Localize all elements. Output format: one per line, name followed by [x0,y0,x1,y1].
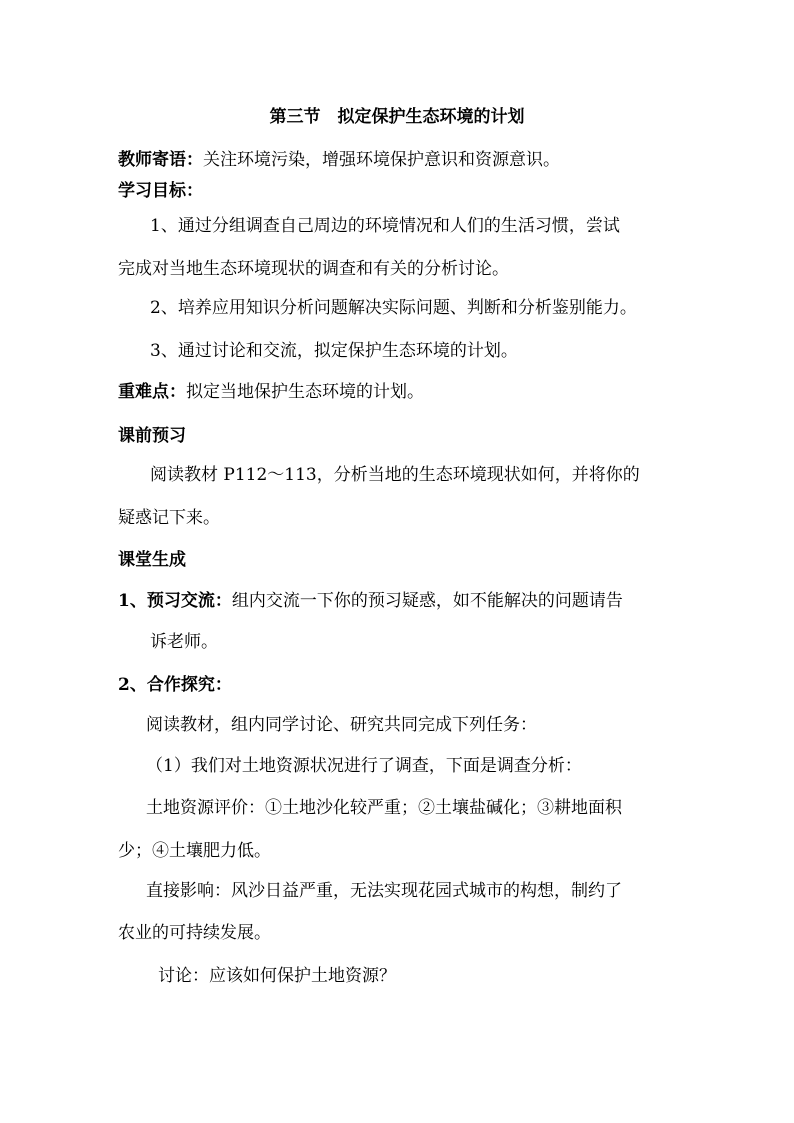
class-heading: 课堂生成 [118,550,186,570]
key-point-text: 拟定当地保护生态环境的计划。 [186,382,424,402]
land-evaluation-line-1: 土地资源评价：①土地沙化较严重；②土壤盐碱化；③耕地面积 [146,798,622,818]
objective-1-line-1: 1、通过分组调查自己周边的环境情况和人们的生活习惯，尝试 [150,216,620,236]
teacher-message-text: 关注环境污染，增强环境保护意识和资源意识。 [203,150,560,170]
teacher-message [118,149,678,171]
page-title: 第三节 拟定保护生态环境的计划 [269,107,525,127]
question-1: （1）我们对土地资源状况进行了调查，下面是调查分析： [146,756,582,776]
key-point-label: 重难点： [118,382,186,402]
section-1-label: 1、预习交流： [118,591,232,611]
discussion-question: 讨论：应该如何保护土地资源？ [158,966,396,986]
preview-line-1: 阅读教材 P112～113，分析当地的生态环境现状如何，并将你的 [150,465,640,485]
objective-3: 3、通过讨论和交流，拟定保护生态环境的计划。 [150,341,518,361]
objective-2: 2、培养应用知识分析问题解决实际问题、判断和分析鉴别能力。 [150,298,637,318]
key-point [118,381,678,403]
impact-line-2: 农业的可持续发展。 [118,923,271,943]
preview-line-2: 疑惑记下来。 [118,508,220,528]
section-2-intro: 阅读教材，组内同学讨论、研究共同完成下列任务： [146,715,537,735]
objective-1-line-2: 完成对当地生态环境现状的调查和有关的分析讨论。 [118,259,509,279]
section-1-text: 组内交流一下你的预习疑惑，如不能解决的问题请告 [231,591,623,611]
section-1 [118,590,678,612]
land-evaluation-line-2: 少；④土壤肥力低。 [118,841,271,861]
impact-line-1: 直接影响：风沙日益严重，无法实现花园式城市的构想，制约了 [146,881,622,901]
objectives-heading: 学习目标： [118,181,203,201]
section-1-line-2: 诉老师。 [150,632,218,652]
teacher-message-label: 教师寄语： [118,150,203,170]
section-2-label: 2、合作探究： [118,675,232,695]
preview-heading: 课前预习 [118,426,186,446]
